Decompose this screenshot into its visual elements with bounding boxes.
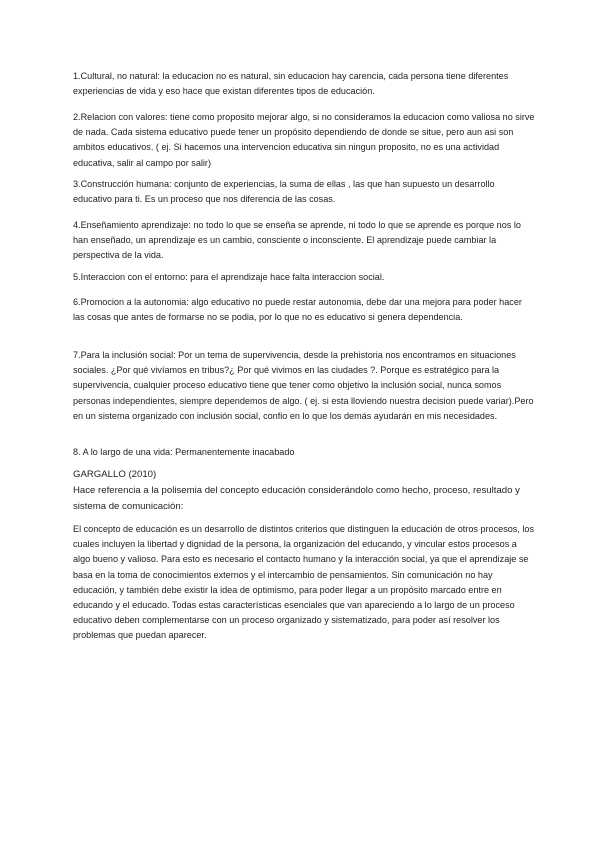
item-8-vida: 8. A lo largo de una vida: Permanentemente inacabado — [73, 447, 295, 457]
item-7-inclusion: 7.Para la inclusión social: Por un tema de supervivencia, desde la prehistoria nos encontramos en situaciones sociales. ¿Por qué vivíamos en tribus?¿ Por qué vivimos en las ciudades ?. Porque es estratégico para la supervivencia, cualquier proceso educativo tiene que tener como objetivo la inclusión social, nunca somos personas independientes, siempre dependemos de algo. ( ej. si esta lloviendo nuestra decision puede variar).Pero en un sistema organizado con inclusión social, confio en lo que los demás ayudarán en mis necesidades. — [73, 350, 534, 421]
item-6-autonomia: 6.Promocion a la autonomia: algo educativo no puede restar autonomia, debe dar una mejora para poder hacer las cosas que antes de formarse no se podia, por lo que no es educativo si genera dependencia. — [73, 297, 522, 323]
item-3-construccion: 3.Construcción humana: conjunto de experiencias, la suma de ellas , las que han supuesto un desarrollo educativo para ti. Es un proceso que nos diferencia de las cosas. — [73, 179, 495, 205]
gargallo-title: GARGALLO (2010) — [73, 469, 157, 480]
item-5-interaccion: 5.Interaccion con el entorno: para el aprendizaje hace falta interaccion social. — [73, 272, 385, 282]
item-2-valores: 2.Relacion con valores: tiene como proposito mejorar algo, si no consideramos la educacion como valiosa no sirve de nada. Cada sistema educativo puede tener un propósito dependiendo de donde se situe, pero aun asi son ambitos educativos. ( ej. Si hacemos una intervencion educativa sin ningun proposito, no es una actividad educativa, salir al campo por salir) — [73, 112, 535, 168]
item-1-cultural: 1.Cultural, no natural: la educacion no es natural, sin educacion hay carencia, cada persona tiene diferentes experiencias de vida y eso hace que existan diferentes tipos de educación. — [73, 71, 509, 97]
gargallo-intro: Hace referencia a la polisemia del concepto educación considerándolo como hecho, proceso, resultado y sistema de comunicación: — [73, 485, 520, 512]
item-4-ensenamiento: 4.Enseñamiento aprendizaje: no todo lo que se enseña se aprende, ni todo lo que se aprende es porque nos lo han enseñado, un aprendizaje es un cambio, consciente o inconsciente. El aprendizaje puede cambiar la perspectiva de la vida. — [73, 220, 521, 261]
gargallo-body: El concepto de educación es un desarrollo de distintos criterios que distinguen la educación de otros procesos, los cuales incluyen la libertad y dignidad de la persona, la organización del educando, y vincular estos procesos a algo bueno y valioso. Para esto es necesario el contacto humano y la interacción social, ya que el aprendizaje se basa en la toma de conocimientos externos y el intercambio de pensamientos. Sin comunicación no hay educación, y también debe existir la idea de optimismo, para poder llegar a un propósito marcado entre en educando y el educado. Todas estas características esenciales que van apareciendo a lo largo de un proceso educativo deben complementarse con un proceso organizado y sistematizado, para poder así resolver los problemas que puedan aparecer. — [73, 524, 535, 641]
